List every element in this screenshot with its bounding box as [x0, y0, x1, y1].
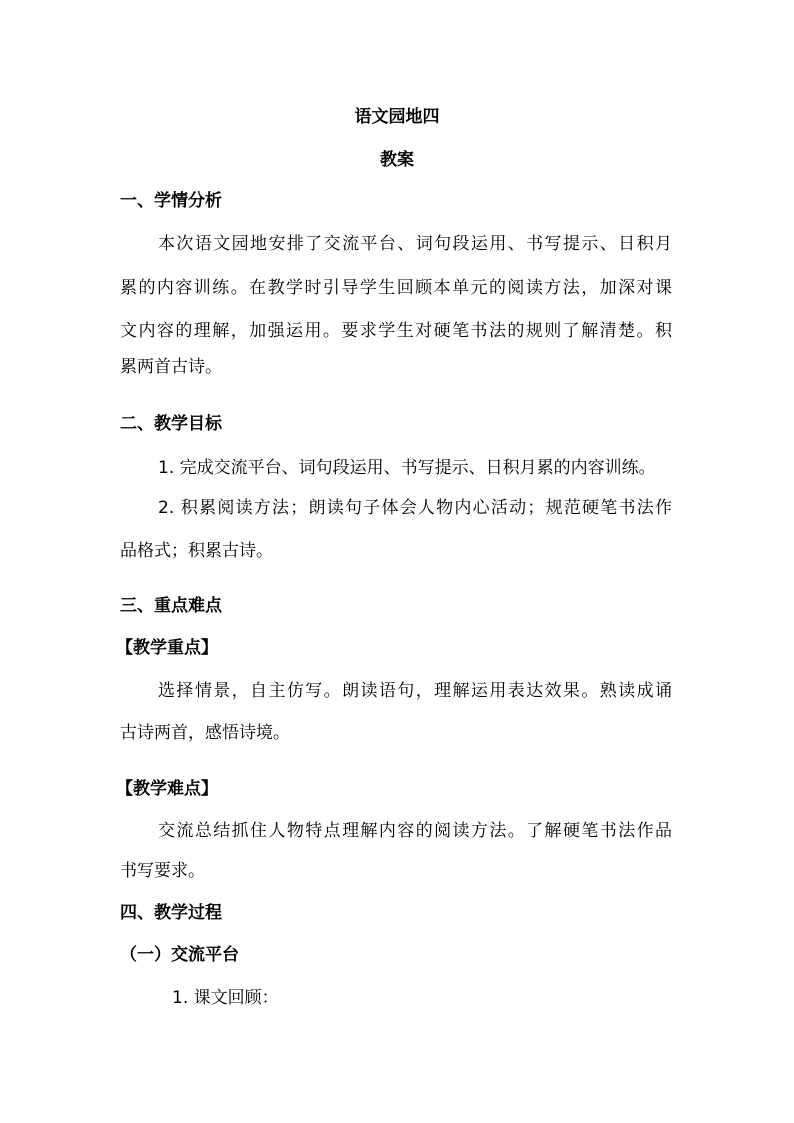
key-points-label: 【教学重点】 — [116, 638, 218, 658]
paragraph-line: 累两首古诗。 — [120, 357, 222, 377]
difficulty-line: 交流总结抓住人物特点理解内容的阅读方法。了解硬笔书法作品 — [158, 821, 672, 841]
difficulty-line: 书写要求。 — [120, 861, 205, 881]
doc-subtitle: 教案 — [380, 150, 414, 170]
doc-title: 语文园地四 — [354, 107, 440, 127]
goal-item-2-line: 2. 积累阅读方法；朗读句子体会人物内心活动；规范硬笔书法作 — [158, 498, 672, 518]
goal-item-2-line: 品格式；积累古诗。 — [120, 541, 273, 561]
section-heading-goals: 二、教学目标 — [120, 414, 222, 434]
key-points-line: 选择情景，自主仿写。朗读语句，理解运用表达效果。熟读成诵 — [158, 681, 672, 701]
process-item-1: 1. 课文回顾： — [172, 988, 279, 1008]
paragraph-line: 文内容的理解，加强运用。要求学生对硬笔书法的规则了解清楚。积 — [120, 321, 672, 341]
section-heading-key-points: 三、重点难点 — [120, 596, 222, 616]
key-points-line: 古诗两首，感悟诗境。 — [120, 723, 290, 743]
difficulty-label: 【教学难点】 — [116, 779, 218, 799]
goal-item-1: 1. 完成交流平台、词句段运用、书写提示、日积月累的内容训练。 — [158, 458, 656, 478]
section-heading-process: 四、教学过程 — [120, 903, 222, 923]
paragraph-line: 累的内容训练。在教学时引导学生回顾本单元的阅读方法，加深对课 — [120, 278, 672, 298]
paragraph-line: 本次语文园地安排了交流平台、词句段运用、书写提示、日积月 — [158, 234, 672, 254]
subsection-heading-exchange: （一）交流平台 — [120, 945, 239, 965]
section-heading-analysis: 一、学情分析 — [120, 191, 222, 211]
